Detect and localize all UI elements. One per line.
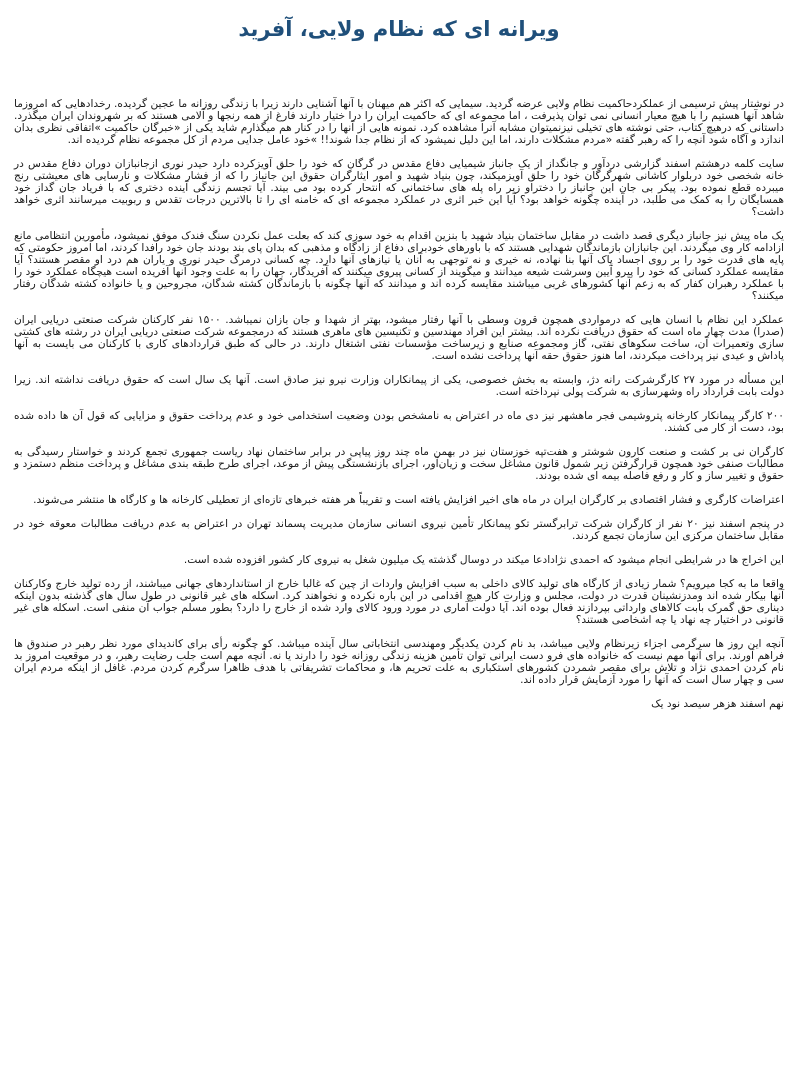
- article-paragraph: در نوشتار پیش ترسیمی از عملکردحاکمیت نظام ولایی عرضه گردید. سیمایی که اکثر هم میهنان با آنها آشنایی دارند زیرا با زندگی روزانه ما عجین گردیده. رخدادهایی که امروزما شاهد آنها هستیم را با هیچ معیار انسانی نمی توان پذیرفت ، اما مجموعه ای که حاکمیت ایران را درا ختیار دارند فارغ از همه رنجها و آلامی هستند که بر شهروندان ایران میگذرد. داستانی که درهیچ کتاب، حتی نوشته های تخیلی نیزنمیتوان مشابه آنرا مشاهده کرد. نمونه هایی از آنها را در کنار هم میگذارم شاید یکی از «خبرگان حاکمیت »اتفاقی نظری بدان اندازد و آگاه شود آنچه را که رهبر گفته «مردم مشکلات دارند، اما این دلیل نمیشود که از نظام جدا شوند!! »خود عامل جدایی مردم از کل مجموعه نظام گردیده اند.: [14, 98, 784, 146]
- article-paragraph: این اخراج ها در شرایطی انجام میشود که احمدی نژادادعا میکند در دوسال گذشته یک میلیون شغل به نیروی کار کشور افزوده شده است.: [183, 554, 784, 566]
- article-paragraph: آنچه این روز ها سرگرمی اجزاء زیرنظام ولایی میباشد، بد نام کردن یکدیگر ومهندسی انتخاباتی سال آینده میباشد. کو چگونه رأی برای کاندیدای مورد نظر رهبر در صندوق ها فراهم آورند. برای آنها مهم نیست که خانواده های فرو دست ایرانی توان تأمین هزینه زندگی روزانه خود را دارند یا نه. آنچه مهم است جلب رضایت رهبر، و در موقعیت امروز بد نام کردن احمدی نژاد و تلاش برای مقصر شمردن کشورهای استکباری به علت تحریم ها، و محاکمات تشریفاتی با هدف ظاهرا سرگرم کردن مردم. غافل از اینکه مردم ایران سی و چهار سال است که آنها را مورد آزمایش قرار داده اند.: [14, 638, 784, 686]
- article-body: [14, 98, 784, 710]
- article-paragraph: عملکرد این نظام با انسان هایی که درمواردی همچون قرون وسطی با آنها رفتار میشود، بهتر از شهدا و جان بازان نمیباشد. ۱۵۰۰ نفر کارکنان شرکت صنعتی دریایی ایران (صدرا) مدت چهار ماه است که حقوق دریافت نکرده اند. بیشتر این افراد مهندسین و تکنیسین های ماهری هستند که درمجموعه شرکت صنعتی دریایی ایران در رشته های کشتی سازی وتعمیرات آن، ساخت سکوهای نفتی، گاز ومجموعه صنایع و زیرساخت مؤسسات نفتی اشتغال دارند. در حالی که طبق قراردادهای کاری با کارکنان می بایست به آنها پاداش و عیدی نیز پرداخت میکردند، اما هنوز حقوق حقه آنها پرداخت نشده است.: [14, 314, 784, 362]
- article-title: ویرانه ای که نظام ولایی، آفرید: [238, 17, 560, 41]
- article-paragraph: در پنجم اسفند نیز ۲۰ نفر از کارگران شرکت ترابرگستر تکو پیمانکار تأمین نیروی انسانی سازمان مدیریت پسماند تهران در اعتراض به عدم دریافت مطالبات معوقه خود در مقابل ساختمان مرکزی این سازمان تجمع کردند.: [14, 518, 784, 542]
- article-paragraph: این مسأله در مورد ۲۷ کارگرشرکت رانه دژ، وابسته به بخش خصوصی، یکی از پیمانکاران وزارت نیرو نیز صادق است. آنها یک سال است که حقوق دریافت نداشته اند. زیرا دولت بابت قرارداد راه وشهرسازی به شرکت پولی نپرداخته است.: [14, 374, 784, 398]
- article-paragraph: واقعا ما به کجا میرویم؟ شمار زیادی از کارگاه های تولید کالای داخلی به سبب افزایش واردات از چین که غالبا خارج از استانداردهای جهانی میباشند، از رده تولید خارج وکارکنان آنها بیکار شده اند ومدزنشینان قدرت در دولت، مجلس و وزارت کار هیچ اقدامی در این باره نکرده و نخواهند کرد. اسکله های غیر قانونی در طول سال های گذشته بدون اینکه دیناری حق گمرک بابت کالاهای وارداتی بپردازند فعال بوده اند. آیا دولت آماری در مورد ورود کالای وارد شده از خارج را دارد؟ بطور مسلم جواب آن منفی است. اسکله های غیر قانونی در اختیار چه نهاد یا چه اشخاصی هستند؟: [14, 578, 784, 626]
- article-paragraph: کارگران نی بر کشت و صنعت کارون شوشتر و هفت‌تپه خوزستان نیز در بهمن ماه چند روز پیاپی در برابر ساختمان نهاد ریاست جمهوری تجمع کردند و خواستار رسیدگی به مطالبات صنفی خود همچون قرارگرفتن زیر شمول قانون مشاغل سخت و زیان‌آور، اجرای بازنشستگی پیش از موعد، اجرای طرح طبقه بندی مشاغل و پرداخت منظم دستمزد و حقوق و تغییر ساز و کار و رفع فاصله بیمه ای شده بودند.: [14, 446, 784, 482]
- article-paragraph: ۲۰۰ کارگر پیمانکار کارخانه پتروشیمی فجر ماهشهر نیز دی ماه در اعتراض به نامشخص بودن وضعیت استخدامی خود و عدم پرداخت حقوق و مزایایی که قول آن ها داده شده بود، دست از کار می کشند.: [14, 410, 784, 434]
- article-paragraph: سایت کلمه درهشتم اسفند گزارشی دردآور و جانگداز از یک جانباز شیمیایی دفاع مقدس در گرگان که خود را حلق آویزکرده دارد حیدر نوری ازجانبازان دوران دفاع مقدس در خانه شخصی خود دربلوار کاشانی شهرگرگان خود را حلق آویزمیکند، چون بنیاد شهید و امور ایثارگران حقوق این جانباز را که از فشار مشکلات و نارسایی های معیشتی رنج میبرده قطع نموده بود. پیکر بی جان این جانباز را دختراو زیر راه پله های ساختمانی که انتحار کرده بود می بیند. آیا تجسم زندگی آینده دختری که با فریاد جان گداز خود همسایگان را به کمک می طلبد، در آینده چگونه خواهد بود؟ آیا این خبر اثری در عملکرد مجموعه ای که خامنه ای را تا بالاترین درجات تقدس و ربوبیت میرسانند اثری خواهد داشت؟: [14, 158, 784, 218]
- article-date: نهم اسفند هزهر سیصد نود یک: [651, 698, 784, 710]
- article-paragraph: یک ماه پیش نیز جانباز دیگری قصد داشت در مقابل ساختمان بنیاد شهید با بنزین اقدام به خود سوزی کند که بعلت عمل نکردن سنگ فندک موفق نمیشود، مأمورین انتظامی مانع ازادامه کار وی میگردند. این جانبازان بازماندگان شهدایی هستند که با باورهای خودبرای دفاع از زادگاه و مذهبی که بدان پای بند بودند جان خود رافدا کردند، اما امروز حکومتی که پایه های قدرت خود را بر روی اجساد پاک آنها بنا نهاده، نه خیری و نه توجهی به آنان یا نیازهای آنها دارد. چه کسانی درمرگ حیدر نوری و یاران هم درد او مقصر هستند؟ آیا مقایسه عملکرد کسانی که خود را پیرو آیین وسرشت شیعه میدانند و میگویند از کسانی پیروی میکنند که آفریدگار، جهان را به علت وجود آنها آفریده است هیچگاه عملکرد خود را با عملکرد رهبران کفار که به زعم آنها کشورهای غربی میباشند مقایسه کرده اند و میدانند که آنها چگونه با بازماندگان کشته شدگان، مجروحین و یا خانواده کشته شدگان رفتار میکنند؟: [14, 230, 784, 302]
- article-paragraph: اعتراضات کارگری و فشار اقتصادی بر کارگران ایران در ماه های اخیر افزایش یافته است و تقریباً هر هفته خبرهای تازه‌ای از تعطیلی کارخانه ها و کارگاه ها منتشر می‌شوند.: [33, 494, 784, 506]
